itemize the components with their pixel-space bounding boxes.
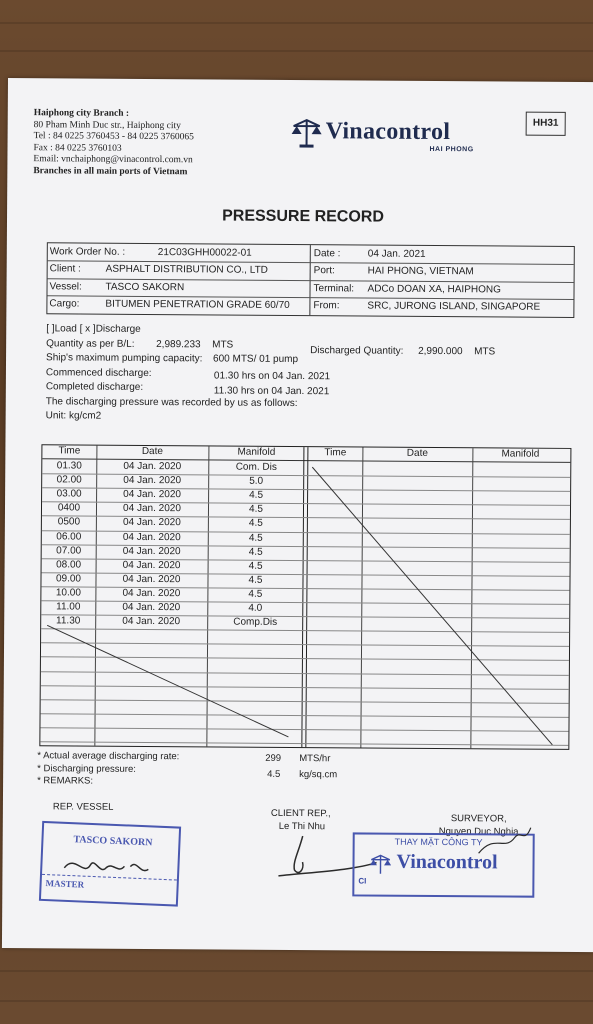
document-page	[2, 78, 593, 952]
info-box	[46, 242, 574, 318]
client-rep-label: CLIENT REP.,	[270, 807, 331, 820]
document-code-box: HH31	[526, 112, 566, 136]
header-time-2: Time	[324, 447, 347, 459]
completed-value: 11.30 hrs on 04 Jan. 2021	[213, 385, 330, 398]
surveyor-name: Nguyen Duc Nghia	[438, 826, 519, 838]
row-time: 10.00	[55, 587, 81, 599]
row-manifold: 4.5	[248, 560, 263, 572]
scales-icon	[290, 116, 324, 150]
row-date: 04 Jan. 2020	[122, 587, 181, 600]
vinacontrol-stamp	[352, 832, 534, 897]
load-discharge-checkbox: [ ]Load [ x ]Discharge	[46, 323, 141, 335]
max-pump-label: Ship's maximum pumping capacity:	[46, 352, 203, 365]
branch-address: 80 Pham Minh Duc str., Haiphong city	[33, 119, 181, 131]
row-manifold: 4.5	[248, 518, 263, 530]
row-time: 06.00	[56, 530, 82, 543]
client-rep-name: Le Thi Nhu	[278, 820, 326, 833]
row-time: 07.00	[56, 544, 82, 557]
row-date: 04 Jan. 2020	[122, 601, 181, 614]
stamp-tasco-name: TASCO SAKORN	[73, 834, 153, 849]
row-time: 02.00	[56, 474, 82, 486]
vessel-value: TASCO SAKORN	[105, 281, 185, 294]
max-pump-value: 600 MTS/ 01 pump	[213, 353, 299, 366]
date-value: 04 Jan. 2021	[367, 248, 426, 260]
qty-bl-value: 2,989.233	[156, 339, 201, 351]
pressure-table	[39, 444, 571, 750]
rep-vessel-label: REP. VESSEL	[52, 801, 114, 813]
discharged-qty-value: 2,990.000	[418, 345, 463, 358]
stamp-master: MASTER	[45, 878, 85, 890]
row-date: 04 Jan. 2020	[123, 474, 182, 487]
row-date: 04 Jan. 2020	[122, 573, 181, 586]
row-manifold: Comp.Dis	[233, 616, 278, 628]
logo-text: Vinacontrol	[325, 118, 451, 146]
discharged-qty-unit: MTS	[474, 346, 496, 358]
row-time: 11.30	[56, 615, 81, 627]
row-manifold: 4.0	[248, 602, 263, 614]
from-value: SRC, JURONG ISLAND, SINGAPORE	[367, 300, 541, 313]
surveyor-label: SURVEYOR,	[450, 813, 507, 825]
header-time: Time	[58, 445, 81, 457]
cargo-value: BITUMEN PENETRATION GRADE 60/70	[105, 298, 290, 311]
row-date: 04 Jan. 2020	[122, 531, 181, 543]
row-manifold: 4.5	[248, 546, 263, 558]
client-value: ASPHALT DISTRIBUTION CO., LTD	[105, 263, 268, 276]
recorded-note: The discharging pressure was recorded by us as follows:	[45, 396, 298, 410]
surveyor-signature	[475, 823, 535, 863]
avg-rate-label: * Actual average discharging rate:	[37, 750, 180, 763]
vessel-stamp	[39, 821, 181, 907]
vinacontrol-logo	[289, 116, 489, 157]
avg-rate-unit: MTS/hr	[299, 753, 331, 765]
row-time: 0400	[57, 502, 81, 514]
work-order-label: Work Order No. :	[49, 246, 126, 258]
qty-bl-label: Quantity as per B/L:	[46, 338, 135, 350]
row-manifold: 4.5	[248, 574, 263, 586]
row-time: 0500	[57, 516, 81, 528]
stamp-vc-ci: CI	[358, 876, 367, 886]
row-date: 04 Jan. 2020	[122, 559, 181, 571]
commenced-value: 01.30 hrs on 04 Jan. 2021	[213, 370, 331, 383]
stamp-vc-top: THAY MẶT CÔNG TY	[394, 836, 483, 848]
row-time: 11.00	[56, 601, 81, 613]
client-label: Client :	[49, 263, 81, 275]
completed-label: Completed discharge:	[45, 381, 144, 393]
header-date-2: Date	[406, 447, 428, 459]
header-date: Date	[141, 445, 163, 458]
port-value: HAI PHONG, VIETNAM	[367, 265, 474, 278]
row-manifold: 4.5	[248, 532, 263, 544]
discharged-qty-label: Discharged Quantity:	[310, 345, 404, 357]
remarks-label: * REMARKS:	[37, 775, 94, 787]
row-date: 04 Jan. 2020	[123, 489, 182, 501]
header-manifold: Manifold	[237, 446, 276, 458]
branch-info	[33, 108, 194, 178]
terminal-label: Terminal:	[313, 283, 355, 295]
pressure-label: * Discharging pressure:	[37, 763, 136, 775]
stamp-vc-logo: Vinacontrol	[396, 850, 498, 874]
row-manifold: 4.5	[249, 503, 263, 516]
strike-lines	[40, 445, 570, 749]
row-time: 01.30	[56, 460, 82, 472]
row-time: 03.00	[56, 488, 82, 500]
from-label: From:	[313, 300, 340, 312]
row-date: 04 Jan. 2020	[123, 460, 182, 473]
unit-label: Unit: kg/cm2	[45, 410, 102, 422]
work-order-value: 21C03GHH00022-01	[157, 247, 252, 259]
terminal-value: ADCo DOAN XA, HAIPHONG	[367, 283, 501, 296]
qty-bl-unit: MTS	[212, 339, 234, 351]
branch-name: Haiphong city Branch :	[33, 108, 130, 119]
row-date: 04 Jan. 2020	[122, 615, 181, 628]
row-manifold: 4.5	[249, 489, 264, 501]
row-date: 04 Jan. 2020	[123, 503, 181, 515]
date-label: Date :	[313, 248, 341, 260]
cargo-label: Cargo:	[49, 298, 80, 310]
row-date: 04 Jan. 2020	[122, 545, 181, 557]
row-time: 09.00	[55, 573, 82, 585]
header-manifold-2: Manifold	[501, 448, 540, 460]
port-label: Port:	[313, 265, 335, 277]
avg-rate-value: 299	[265, 752, 282, 764]
row-date: 04 Jan. 2020	[122, 517, 181, 529]
branches-note: Branches in all main ports of Vietnam	[33, 165, 188, 177]
row-time: 08.00	[56, 559, 82, 571]
vessel-label: Vessel:	[49, 281, 82, 293]
page-title: PRESSURE RECORD	[222, 207, 385, 226]
row-manifold: Com. Dis	[235, 461, 277, 473]
row-manifold: 5.0	[249, 475, 264, 487]
pressure-unit: kg/sq.cm	[299, 769, 338, 781]
branch-fax: Fax : 84 0225 3760103	[33, 142, 122, 154]
branch-email: Email: vnchaiphong@vinacontrol.com.vn	[33, 154, 193, 166]
pressure-value: 4.5	[267, 768, 281, 780]
commenced-label: Commenced discharge:	[45, 367, 152, 380]
stamp-scales-icon	[368, 853, 392, 877]
logo-subtitle: HAI PHONG	[429, 145, 474, 154]
row-manifold: 4.5	[248, 588, 263, 600]
branch-tel: Tel : 84 0225 3760453 - 84 0225 3760065	[33, 131, 194, 143]
